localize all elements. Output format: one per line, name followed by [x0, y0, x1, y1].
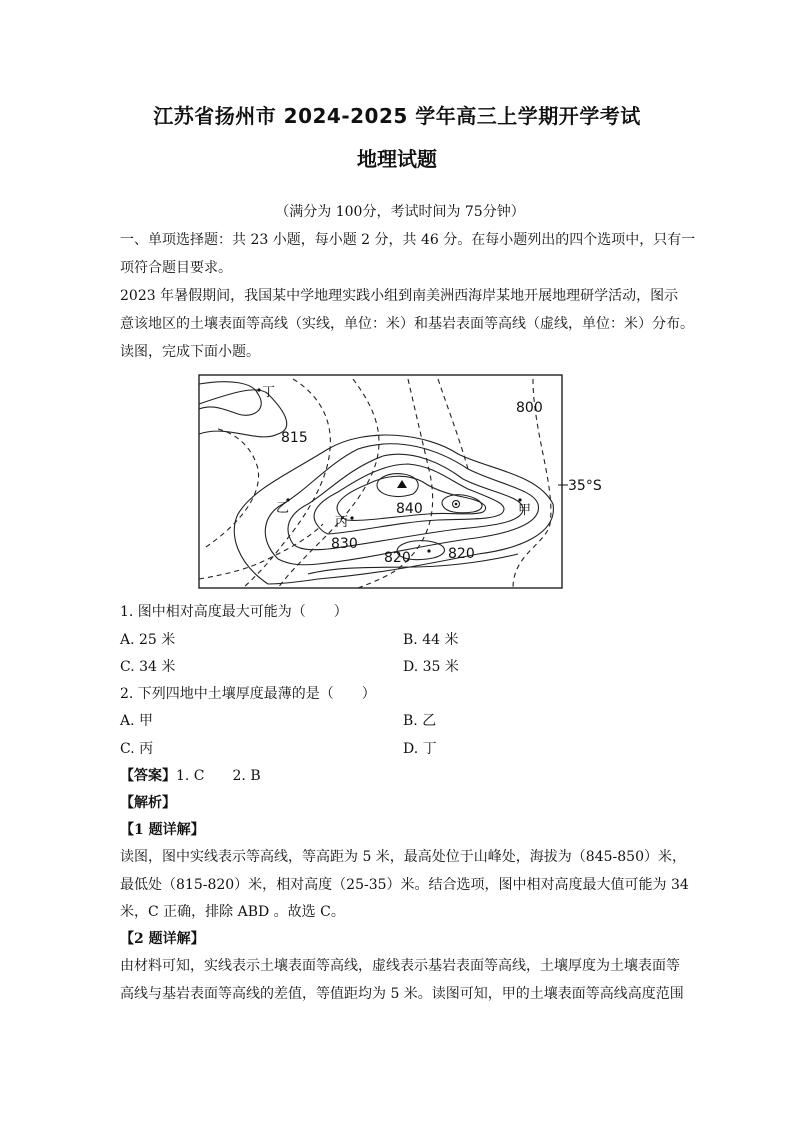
label-jia: 甲 — [518, 503, 532, 518]
analysis-label: 【解析】 — [120, 795, 176, 811]
point-820-icon — [427, 549, 430, 552]
contour-map-figure — [198, 374, 602, 594]
point-jia-icon — [518, 498, 521, 501]
section-heading-cont: 项符合题目要求。 — [120, 260, 232, 276]
q1-analysis-text: 最低处（815-820）米，相对高度（25-35）米。结合选项，图中相对高度最大值可能为 34 — [120, 877, 689, 893]
question-2-option-c: C. 丙 — [120, 741, 154, 757]
question-1-option-a: A. 25 米 — [120, 632, 176, 648]
material-text: 读图，完成下面小题。 — [120, 344, 260, 360]
question-1-option-b: B. 44 米 — [403, 632, 459, 648]
answer-label: 【答案】 — [120, 768, 176, 784]
question-2-stem: 2. 下列四地中土壤厚度最薄的是（ ） — [120, 686, 376, 702]
q1-analysis-text: 米，C 正确，排除 ABD 。故选 C。 — [120, 904, 345, 920]
label-yi: 乙 — [276, 501, 290, 516]
label-820-left: 820 — [384, 550, 411, 566]
label-820-right: 820 — [448, 546, 475, 562]
answer-line — [120, 767, 680, 785]
question-2-option-d: D. 丁 — [403, 741, 437, 757]
material-text: 意该地区的土壤表面等高线（实线，单位：米）和基岩表面等高线（虚线，单位：米）分布。 — [120, 316, 694, 332]
label-ding: 丁 — [262, 385, 276, 400]
label-830: 830 — [331, 536, 358, 552]
point-bing-icon — [350, 516, 353, 519]
material-text: 2023 年暑假期间，我国某中学地理实践小组到南美洲西海岸某地开展地理研学活动，图示 — [120, 288, 679, 304]
label-815: 815 — [281, 430, 308, 446]
point-marker-icon — [455, 503, 458, 506]
document-title: 江苏省扬州市 2024-2025 学年高三上学期开学考试 — [153, 104, 641, 128]
question-2-option-b: B. 乙 — [403, 713, 437, 729]
q2-analysis-text: 高线与基岩表面等高线的差值，等值距均为 5 米。读图可知，甲的土壤表面等高线高度范围 — [120, 986, 684, 1002]
point-ding-icon — [257, 388, 260, 391]
question-1-stem: 1. 图中相对高度最大可能为（ ） — [120, 604, 348, 620]
question-1-option-d: D. 35 米 — [403, 659, 459, 675]
question-1-option-c: C. 34 米 — [120, 659, 176, 675]
q1-analysis-label: 【1 题详解】 — [120, 822, 205, 838]
label-800: 800 — [516, 400, 543, 416]
exam-info: （满分为 100分，考试时间为 75分钟） — [275, 204, 525, 220]
q2-analysis-text: 由材料可知，实线表示土壤表面等高线，虚线表示基岩表面等高线，土壤厚度为土壤表面等 — [120, 958, 680, 974]
q1-analysis-text: 读图，图中实线表示等高线，等高距为 5 米，最高处位于山峰处，海拔为（845-850）米， — [120, 849, 686, 865]
label-bing: 丙 — [335, 515, 349, 530]
document-subtitle: 地理试题 — [357, 147, 437, 171]
answer-text: 1. C 2. B — [176, 768, 261, 784]
label-35s: 35°S — [568, 478, 602, 494]
question-2-option-a: A. 甲 — [120, 713, 154, 729]
label-840: 840 — [396, 501, 423, 517]
q2-analysis-label: 【2 题详解】 — [120, 931, 205, 947]
section-heading: 一、单项选择题：共 23 小题，每小题 2 分，共 46 分。在每小题列出的四个选项中，只有一 — [120, 232, 696, 248]
